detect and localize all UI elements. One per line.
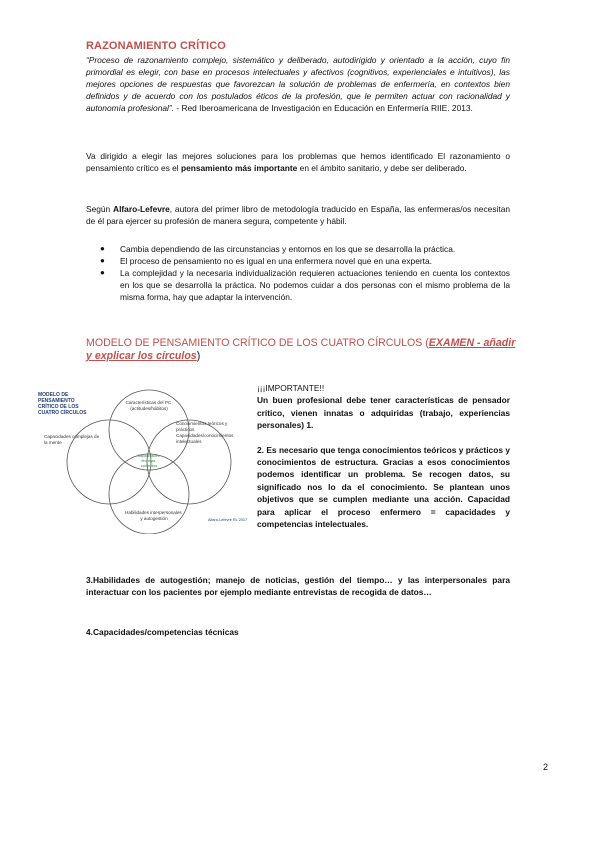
exam-note: EXAMEN - añadir y explicar los círculos [86, 337, 516, 362]
paragraph-bold: pensamiento más importante [180, 163, 298, 174]
label-left [44, 434, 100, 445]
paragraph-text: en el ámbito sanitario, y debe ser deliberado. [297, 163, 467, 174]
bullet-icon: ● [100, 256, 105, 266]
label-line: Conocimientos teóricos y [176, 421, 228, 426]
section-title-text: MODELO DE PENSAMIENTO CRÍTICO DE LOS CUATRO CÍRCULOS ( [86, 337, 429, 349]
quote-text: “Proceso de razonamiento complejo, sistemático y deliberado, autodirigido y orientado a la acción, cuyo fin primordial es elegir, con base en procesos intelectuales y afectivos (cognitivos, experienciales e intuitivos), las mejores opciones de respuestas que favorezcan la solución de problemas de enfermería, en contextos bien definidos y de acuerdo con los postulados éticos de la profesión, que le permiten actuar con racionalidad y autonomía profesional”. [86, 55, 510, 114]
label-line: prácticos [176, 427, 195, 432]
label-line: Capacidades complejas de [44, 434, 100, 439]
diagram-title-line: CRÍTICO DE LOS [38, 404, 79, 410]
point-1: Un buen profesional debe tener características de pensador crítico, vienen innatas o adquiridas (trabajo, experiencias personales) 1. [257, 395, 510, 431]
section-title-close: ) [196, 350, 201, 362]
paragraph-text: , autora del primer libro de metodología traducido en España, las enfermeras/os necesitan de él para ejercer su profesión de manera segura, competente y hábil. [86, 204, 511, 227]
label-line: la mente [44, 440, 62, 445]
four-circles-diagram [36, 382, 248, 534]
list-item-text: La complejidad y la necesaria individualización requieren actuaciones teniendo en cuenta los contextos en los que se desarrolla la práctica. No podemos cuidar a dos personas con el mismo problema de la misma forma, hay que adaptar la intervención. [120, 268, 510, 303]
label-line: intelectuales [176, 439, 202, 444]
label-bottom [125, 510, 183, 521]
list-item [86, 243, 510, 255]
important-label: ¡¡¡IMPORTANTE!! [257, 383, 325, 393]
diagram-title [38, 392, 87, 416]
label-line: Capacidades/conocimientos [176, 433, 234, 438]
bullet-list [86, 243, 510, 303]
important-points [257, 382, 510, 530]
label-line: Capacidades [137, 454, 160, 458]
diagram-credit: Alfaro-Lefevre RL 2017 [208, 518, 248, 522]
point-2: 2. Es necesario que tenga conocimientos teóricos y prácticos y conocimientos de estructura. Gracias a esos conocimientos podemos identificar un problema. Se recogen datos, su significado nos lo da el conocimiento. Se plantean unos objetivos que se cumplen mediante una acción. Capacidad para aplicar el proceso enfermero = capacidades y competencias intelectuales. [257, 444, 510, 530]
label-line: (actitudes/hábitos) [130, 406, 168, 411]
label-line: Habilidades interpersonales [125, 510, 182, 515]
quote-source: - Red Iberoamericana de Investigación en Educación en Enfermería RIIE. 2013. [174, 103, 473, 114]
paragraph-text: Va dirigido a elegir las mejores soluciones para los problemas que hemos identificado El razonamiento o pensamiento crítico es el [86, 151, 510, 174]
label-line: contextos [140, 464, 158, 468]
label-center [137, 454, 160, 468]
label-line: técnicas [141, 459, 156, 463]
diagram-title-line: CUATRO CÍRCULOS [38, 410, 87, 416]
definition-quote [86, 54, 510, 114]
bullet-icon: ● [100, 244, 105, 253]
paragraph-objective [86, 150, 510, 174]
section-title-razonamiento: RAZONAMIENTO CRÍTICO [86, 40, 226, 52]
spacer [257, 432, 510, 444]
label-top [126, 400, 173, 411]
list-item-text: Cambia dependiendo de las circunstancias y entornos en los que se desarrolla la práctica. [120, 244, 456, 254]
label-right [176, 421, 235, 444]
diagram-title-line: PENSAMIENTO [38, 398, 75, 404]
list-item [86, 267, 510, 303]
point-3: 3.Habilidades de autogestión; manejo de noticias, gestión del tiempo… y las interpersonales para interactuar con los pacientes por ejemplo mediante entrevistas de recogida de datos… [86, 575, 510, 598]
label-line: y autogestión [140, 516, 168, 521]
list-item [86, 255, 510, 267]
diagram-title-line: MODELO DE [38, 392, 69, 398]
point-4: 4.Capacidades/competencias técnicas [86, 627, 239, 637]
bullet-icon: ● [100, 268, 105, 278]
page-number: 2 [543, 762, 549, 772]
paragraph-text: Según [86, 204, 114, 214]
list-item-text: El proceso de pensamiento no es igual en una enfermera novel que en una experta. [120, 256, 432, 267]
section-title-modelo [86, 337, 516, 363]
paragraph-alfaro [86, 203, 510, 227]
label-line: Características del PC [125, 400, 172, 405]
author-name: Alfaro-Lefevre [113, 204, 170, 214]
